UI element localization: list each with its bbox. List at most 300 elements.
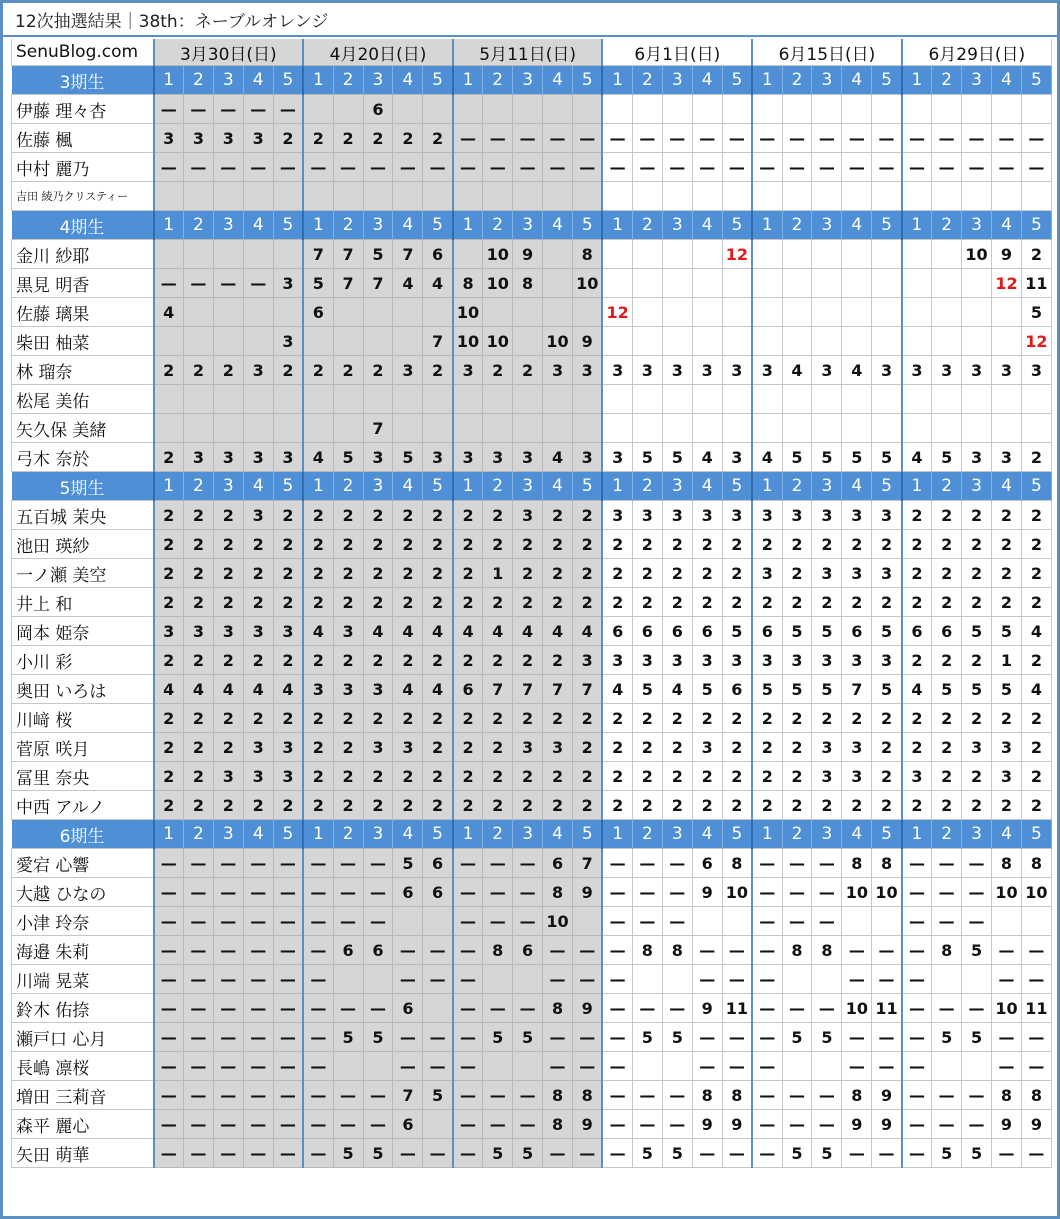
result-cell — [842, 240, 872, 269]
result-cell: 5 — [992, 675, 1022, 704]
result-cell: 2 — [363, 791, 393, 820]
result-cell: 1 — [483, 559, 513, 588]
result-cell — [992, 182, 1022, 211]
result-cell: 4 — [1021, 675, 1051, 704]
result-cell: — — [453, 1052, 483, 1081]
member-name: 小川 彩 — [12, 646, 154, 675]
result-cell: 7 — [303, 240, 333, 269]
page-title: 12次抽選結果｜38th：ネーブルオレンジ — [3, 9, 1057, 37]
result-cell — [513, 327, 543, 356]
result-cell: 2 — [812, 704, 842, 733]
result-cell: 9 — [722, 1110, 752, 1139]
member-name: 瀬戸口 心月 — [12, 1023, 154, 1052]
result-cell — [303, 95, 333, 124]
result-cell: — — [183, 1081, 213, 1110]
result-cell: 2 — [273, 559, 303, 588]
part-number: 5 — [722, 66, 752, 95]
result-cell: 2 — [154, 530, 184, 559]
result-cell: 2 — [273, 791, 303, 820]
result-cell: 5 — [662, 1139, 692, 1168]
member-row — [12, 704, 1052, 733]
result-cell: 2 — [513, 356, 543, 385]
result-cell: — — [154, 1110, 184, 1139]
result-cell: 2 — [722, 704, 752, 733]
result-cell — [243, 327, 273, 356]
result-cell: — — [632, 153, 662, 182]
result-cell — [363, 298, 393, 327]
result-cell — [602, 414, 632, 443]
result-cell: — — [632, 124, 662, 153]
result-cell: — — [782, 124, 812, 153]
result-cell — [423, 298, 453, 327]
result-cell: — — [303, 153, 333, 182]
result-cell: 2 — [1021, 559, 1051, 588]
generation-label: 3期生 — [12, 66, 154, 95]
result-cell: 3 — [662, 646, 692, 675]
result-cell — [692, 327, 722, 356]
result-cell — [962, 1052, 992, 1081]
member-name: 愛宕 心響 — [12, 849, 154, 878]
result-cell: 2 — [543, 704, 573, 733]
result-cell: 12 — [992, 269, 1022, 298]
result-cell: 2 — [303, 588, 333, 617]
result-cell: — — [752, 994, 782, 1023]
result-cell — [513, 182, 543, 211]
result-cell: 2 — [423, 124, 453, 153]
result-cell: — — [992, 124, 1022, 153]
result-cell: — — [812, 849, 842, 878]
result-cell: 2 — [273, 704, 303, 733]
part-number: 5 — [423, 211, 453, 240]
result-cell — [662, 965, 692, 994]
result-cell: — — [573, 1052, 603, 1081]
result-cell — [782, 298, 812, 327]
result-cell: 8 — [722, 849, 752, 878]
result-cell: 8 — [573, 1081, 603, 1110]
member-name: 五百城 茉央 — [12, 501, 154, 530]
result-cell: 7 — [393, 240, 423, 269]
result-cell: — — [453, 1081, 483, 1110]
result-cell — [513, 965, 543, 994]
part-number: 2 — [333, 66, 363, 95]
result-cell — [632, 298, 662, 327]
part-number: 2 — [483, 472, 513, 501]
result-cell: 2 — [333, 559, 363, 588]
result-cell: 8 — [692, 1081, 722, 1110]
result-cell: — — [902, 153, 932, 182]
result-cell — [453, 385, 483, 414]
part-number: 3 — [812, 472, 842, 501]
result-cell: — — [243, 1110, 273, 1139]
result-cell: 5 — [872, 617, 902, 646]
member-name: 矢久保 美緒 — [12, 414, 154, 443]
result-cell: 2 — [932, 559, 962, 588]
result-cell: 2 — [423, 762, 453, 791]
result-cell: 2 — [962, 704, 992, 733]
result-cell — [483, 414, 513, 443]
result-cell: — — [902, 965, 932, 994]
result-cell — [992, 414, 1022, 443]
result-cell: — — [573, 124, 603, 153]
result-cell: 2 — [213, 704, 243, 733]
result-cell: — — [243, 907, 273, 936]
result-cell — [602, 240, 632, 269]
result-cell: 2 — [692, 559, 722, 588]
result-cell — [1021, 414, 1051, 443]
result-cell — [812, 182, 842, 211]
result-cell: 4 — [154, 675, 184, 704]
result-cell: 2 — [393, 791, 423, 820]
part-number: 3 — [513, 211, 543, 240]
result-cell: — — [453, 994, 483, 1023]
result-cell: 6 — [543, 849, 573, 878]
member-name: 伊藤 理々杏 — [12, 95, 154, 124]
result-cell: 3 — [692, 356, 722, 385]
result-cell: 2 — [902, 559, 932, 588]
result-cell: 2 — [243, 704, 273, 733]
result-cell: — — [752, 878, 782, 907]
result-cell: 3 — [543, 733, 573, 762]
result-cell: 2 — [602, 733, 632, 762]
result-cell: 4 — [423, 617, 453, 646]
result-cell: 5 — [962, 936, 992, 965]
result-cell: 3 — [872, 356, 902, 385]
result-cell — [962, 414, 992, 443]
result-cell: 3 — [273, 269, 303, 298]
result-cell: 2 — [183, 762, 213, 791]
result-cell: — — [154, 153, 184, 182]
result-cell: — — [992, 1139, 1022, 1168]
result-cell — [303, 327, 333, 356]
member-name: 海邉 朱莉 — [12, 936, 154, 965]
result-cell: 3 — [243, 443, 273, 472]
result-cell — [662, 95, 692, 124]
result-cell: 3 — [273, 443, 303, 472]
result-cell: — — [513, 124, 543, 153]
result-cell — [962, 182, 992, 211]
result-cell: 3 — [992, 356, 1022, 385]
part-number: 3 — [812, 211, 842, 240]
result-cell: — — [393, 1139, 423, 1168]
result-cell: 6 — [423, 240, 453, 269]
result-cell: — — [602, 153, 632, 182]
result-cell — [213, 414, 243, 443]
result-cell: — — [183, 878, 213, 907]
result-cell: 3 — [872, 501, 902, 530]
result-cell: 5 — [513, 1023, 543, 1052]
result-cell: 10 — [722, 878, 752, 907]
result-cell: 5 — [692, 675, 722, 704]
member-row — [12, 298, 1052, 327]
result-cell: 2 — [992, 530, 1022, 559]
result-cell: — — [902, 1023, 932, 1052]
result-cell: — — [602, 965, 632, 994]
result-cell: — — [273, 994, 303, 1023]
result-cell: 6 — [842, 617, 872, 646]
result-cell — [842, 269, 872, 298]
result-cell: 3 — [273, 733, 303, 762]
result-cell — [393, 298, 423, 327]
result-cell: 5 — [872, 675, 902, 704]
result-cell: — — [1021, 1139, 1051, 1168]
result-cell: — — [722, 124, 752, 153]
result-cell: 3 — [782, 646, 812, 675]
result-cell: — — [1021, 1052, 1051, 1081]
result-cell: 8 — [812, 936, 842, 965]
result-cell: — — [992, 1052, 1022, 1081]
result-cell — [992, 298, 1022, 327]
result-cell: 3 — [602, 501, 632, 530]
result-cell: — — [1021, 965, 1051, 994]
result-cell: 2 — [154, 704, 184, 733]
result-cell: 3 — [692, 733, 722, 762]
result-cell: 2 — [183, 588, 213, 617]
result-cell: — — [513, 878, 543, 907]
part-number: 5 — [1021, 211, 1051, 240]
result-cell: 2 — [543, 791, 573, 820]
part-number: 1 — [303, 66, 333, 95]
result-cell: 2 — [453, 559, 483, 588]
result-cell: 2 — [453, 646, 483, 675]
result-cell: — — [183, 153, 213, 182]
result-cell: 2 — [543, 646, 573, 675]
result-cell: 7 — [842, 675, 872, 704]
result-cell — [363, 327, 393, 356]
part-number: 4 — [393, 820, 423, 849]
result-cell: 2 — [483, 530, 513, 559]
result-cell: — — [333, 994, 363, 1023]
result-cell — [662, 385, 692, 414]
result-cell: — — [213, 95, 243, 124]
result-cell: 9 — [573, 878, 603, 907]
result-cell — [573, 385, 603, 414]
result-cell: 3 — [872, 559, 902, 588]
part-number: 2 — [782, 820, 812, 849]
result-cell: 2 — [902, 646, 932, 675]
part-number: 1 — [752, 472, 782, 501]
result-cell: 3 — [842, 762, 872, 791]
result-cell: 9 — [1021, 1110, 1051, 1139]
member-name: 松尾 美佑 — [12, 385, 154, 414]
result-cell: 3 — [662, 501, 692, 530]
result-cell: 8 — [1021, 849, 1051, 878]
part-number: 5 — [273, 820, 303, 849]
result-cell: — — [513, 153, 543, 182]
result-cell — [573, 907, 603, 936]
result-cell: 3 — [273, 327, 303, 356]
result-cell: — — [692, 124, 722, 153]
part-number: 5 — [1021, 66, 1051, 95]
member-name: 菅原 咲月 — [12, 733, 154, 762]
member-row — [12, 994, 1052, 1023]
result-cell: 3 — [812, 559, 842, 588]
result-cell: 2 — [483, 646, 513, 675]
result-cell: 3 — [363, 733, 393, 762]
result-cell: 2 — [243, 588, 273, 617]
result-cell: — — [154, 269, 184, 298]
result-cell: — — [303, 1081, 333, 1110]
generation-header-row — [12, 211, 1052, 240]
result-cell: 10 — [543, 327, 573, 356]
result-cell: — — [692, 153, 722, 182]
result-cell: — — [273, 878, 303, 907]
result-cell: — — [662, 1110, 692, 1139]
result-cell — [543, 414, 573, 443]
result-cell: 2 — [513, 762, 543, 791]
date-header-row — [12, 39, 1052, 66]
result-cell: — — [154, 1139, 184, 1168]
result-cell: 3 — [752, 559, 782, 588]
part-number: 2 — [782, 211, 812, 240]
member-row — [12, 501, 1052, 530]
part-number: 4 — [692, 211, 722, 240]
result-cell — [154, 327, 184, 356]
result-cell: 5 — [812, 1023, 842, 1052]
result-cell: — — [183, 1110, 213, 1139]
result-cell — [483, 1052, 513, 1081]
result-cell: 2 — [363, 356, 393, 385]
result-cell: 6 — [303, 298, 333, 327]
part-number: 1 — [303, 472, 333, 501]
result-cell: 2 — [154, 501, 184, 530]
part-number: 5 — [423, 820, 453, 849]
result-cell: 2 — [1021, 588, 1051, 617]
part-number: 1 — [752, 211, 782, 240]
result-cell — [782, 269, 812, 298]
result-cell: 2 — [303, 762, 333, 791]
result-cell: 2 — [692, 704, 722, 733]
result-cell: 4 — [902, 675, 932, 704]
member-name: 黒見 明香 — [12, 269, 154, 298]
result-cell: — — [692, 936, 722, 965]
result-cell — [722, 269, 752, 298]
result-cell: 6 — [423, 849, 453, 878]
result-cell: 3 — [183, 617, 213, 646]
result-cell: 3 — [243, 733, 273, 762]
result-cell: 2 — [902, 733, 932, 762]
result-cell: — — [273, 95, 303, 124]
result-cell: 2 — [333, 733, 363, 762]
result-cell: — — [303, 878, 333, 907]
result-cell — [962, 95, 992, 124]
result-cell: 4 — [363, 617, 393, 646]
result-cell: — — [902, 1139, 932, 1168]
result-cell: 3 — [333, 675, 363, 704]
result-cell: — — [183, 907, 213, 936]
result-cell: 2 — [992, 559, 1022, 588]
result-cell: — — [632, 994, 662, 1023]
result-cell: 2 — [303, 704, 333, 733]
member-name: 矢田 萌華 — [12, 1139, 154, 1168]
result-cell — [213, 298, 243, 327]
result-cell: — — [303, 849, 333, 878]
result-cell — [872, 907, 902, 936]
result-cell: — — [363, 1081, 393, 1110]
result-cell: — — [393, 936, 423, 965]
result-cell: — — [782, 878, 812, 907]
result-cell: 6 — [453, 675, 483, 704]
result-cell: 2 — [662, 791, 692, 820]
result-cell — [632, 240, 662, 269]
result-cell — [273, 414, 303, 443]
result-cell: 2 — [722, 762, 752, 791]
result-cell: 6 — [333, 936, 363, 965]
part-number: 4 — [992, 66, 1022, 95]
result-cell: — — [393, 965, 423, 994]
result-cell: 8 — [543, 1110, 573, 1139]
result-cell: 2 — [303, 559, 333, 588]
result-cell: 2 — [303, 356, 333, 385]
result-cell: 3 — [632, 356, 662, 385]
result-cell: — — [213, 1139, 243, 1168]
result-cell — [602, 182, 632, 211]
result-cell: 2 — [962, 530, 992, 559]
result-cell — [243, 298, 273, 327]
part-number: 5 — [722, 211, 752, 240]
result-cell — [902, 240, 932, 269]
result-cell: 3 — [183, 443, 213, 472]
result-cell: 5 — [782, 1139, 812, 1168]
result-cell — [842, 182, 872, 211]
result-cell: 2 — [932, 762, 962, 791]
member-row — [12, 153, 1052, 182]
part-number: 4 — [543, 820, 573, 849]
result-cell: 5 — [752, 675, 782, 704]
generation-label: 6期生 — [12, 820, 154, 849]
result-cell: — — [662, 1081, 692, 1110]
result-cell: 3 — [273, 762, 303, 791]
result-cell: — — [453, 153, 483, 182]
result-cell: — — [273, 936, 303, 965]
part-number: 1 — [602, 820, 632, 849]
part-number: 4 — [692, 66, 722, 95]
result-cell: 4 — [752, 443, 782, 472]
result-cell: 9 — [573, 994, 603, 1023]
member-name: 池田 瑛紗 — [12, 530, 154, 559]
result-cell: — — [872, 965, 902, 994]
result-cell — [273, 298, 303, 327]
member-name: 井上 和 — [12, 588, 154, 617]
result-cell: — — [273, 965, 303, 994]
result-cell — [962, 298, 992, 327]
result-cell — [632, 385, 662, 414]
result-cell: 6 — [692, 849, 722, 878]
result-cell — [154, 182, 184, 211]
part-number: 2 — [333, 472, 363, 501]
result-cell: 7 — [483, 675, 513, 704]
part-number: 2 — [782, 66, 812, 95]
result-cell — [483, 385, 513, 414]
result-cell: 2 — [183, 791, 213, 820]
result-cell — [662, 414, 692, 443]
result-cell — [992, 907, 1022, 936]
part-number: 5 — [273, 66, 303, 95]
result-cell: 2 — [1021, 733, 1051, 762]
result-cell: 8 — [632, 936, 662, 965]
result-cell: 2 — [632, 762, 662, 791]
result-cell: — — [932, 1110, 962, 1139]
result-cell: 2 — [602, 762, 632, 791]
part-number: 5 — [872, 66, 902, 95]
result-cell: 2 — [692, 588, 722, 617]
result-cell: 3 — [842, 646, 872, 675]
result-cell: — — [722, 936, 752, 965]
result-cell: — — [483, 1110, 513, 1139]
member-name: 柴田 柚菜 — [12, 327, 154, 356]
result-cell: 2 — [752, 704, 782, 733]
result-cell: 12 — [722, 240, 752, 269]
result-cell — [543, 240, 573, 269]
